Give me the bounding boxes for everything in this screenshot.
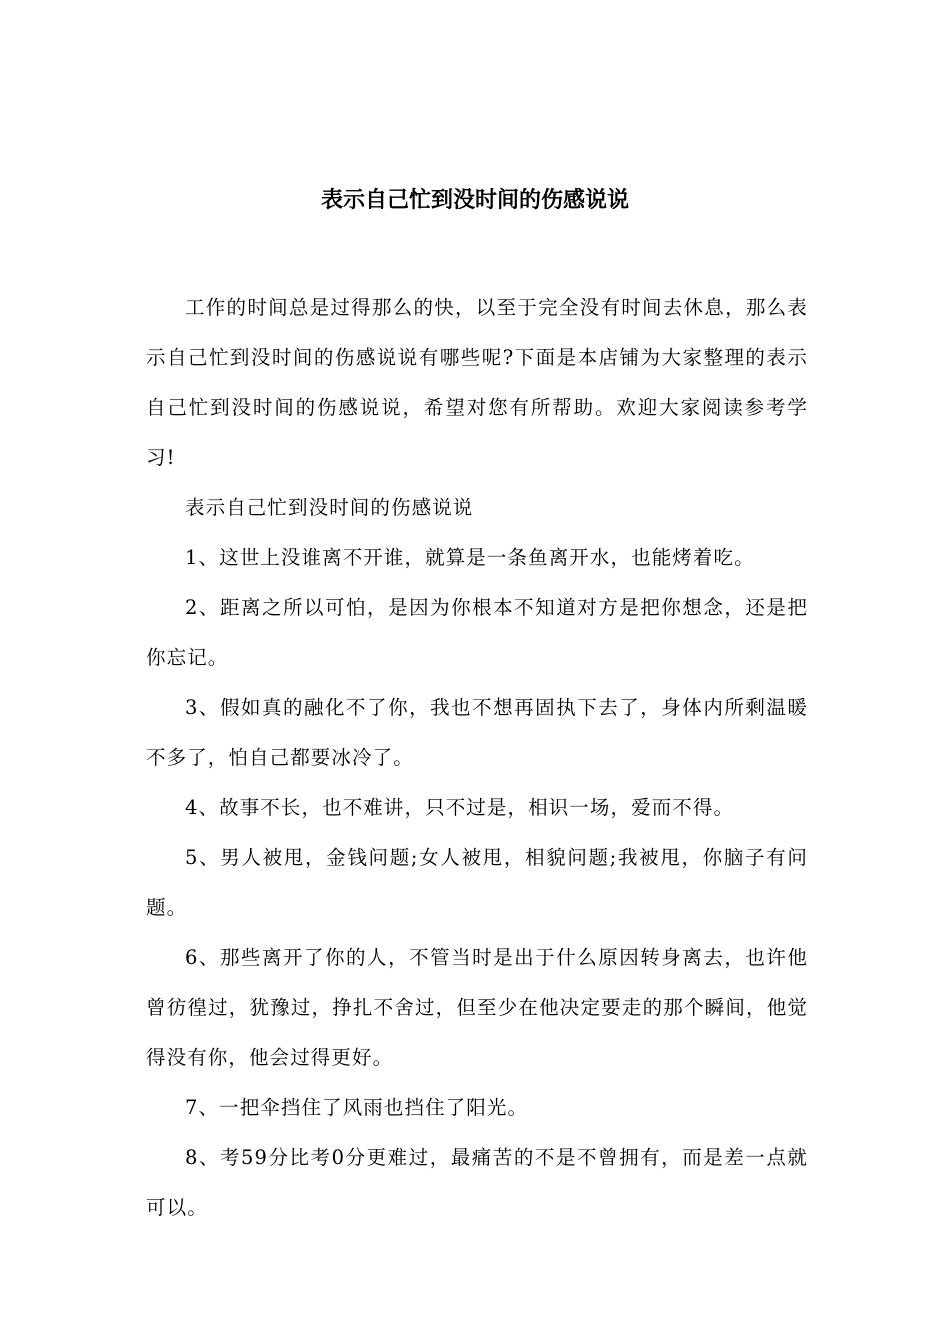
list-item: 4、故事不长，也不难讲，只不过是，相识一场，爱而不得。 xyxy=(185,796,735,819)
list-item: 5、男人被甩，金钱问题;女人被甩，相貌问题;我被甩，你脑子有问题。 xyxy=(146,846,808,919)
list-item: 6、那些离开了你的人，不管当时是出于什么原因转身离去，也许他曾彷徨过，犹豫过，挣扎不舍过，但至少在他决定要走的那个瞬间，他觉得没有你，他会过得更好。 xyxy=(146,946,808,1069)
list-item: 8、考59分比考0分更难过，最痛苦的不是不曾拥有，而是差一点就可以。 xyxy=(146,1146,808,1219)
document-title: 表示自己忙到没时间的伤感说说 xyxy=(320,188,629,213)
list-item: 7、一把伞挡住了风雨也挡住了阳光。 xyxy=(185,1096,529,1119)
list-item: 1、这世上没谁离不开谁，就算是一条鱼离开水，也能烤着吃。 xyxy=(185,546,755,569)
document-body xyxy=(146,283,808,1233)
list-item: 2、距离之所以可怕，是因为你根本不知道对方是把你想念，还是把你忘记。 xyxy=(146,596,808,669)
section-heading: 表示自己忙到没时间的伤感说说 xyxy=(185,496,474,519)
intro-paragraph: 工作的时间总是过得那么的快，以至于完全没有时间去休息，那么表示自己忙到没时间的伤感说说有哪些呢?下面是本店铺为大家整理的表示自己忙到没时间的伤感说说，希望对您有所帮助。欢迎大家阅读参考学习! xyxy=(146,296,808,469)
list-item: 3、假如真的融化不了你，我也不想再固执下去了，身体内所剩温暖不多了，怕自己都要冰冷了。 xyxy=(146,696,808,769)
